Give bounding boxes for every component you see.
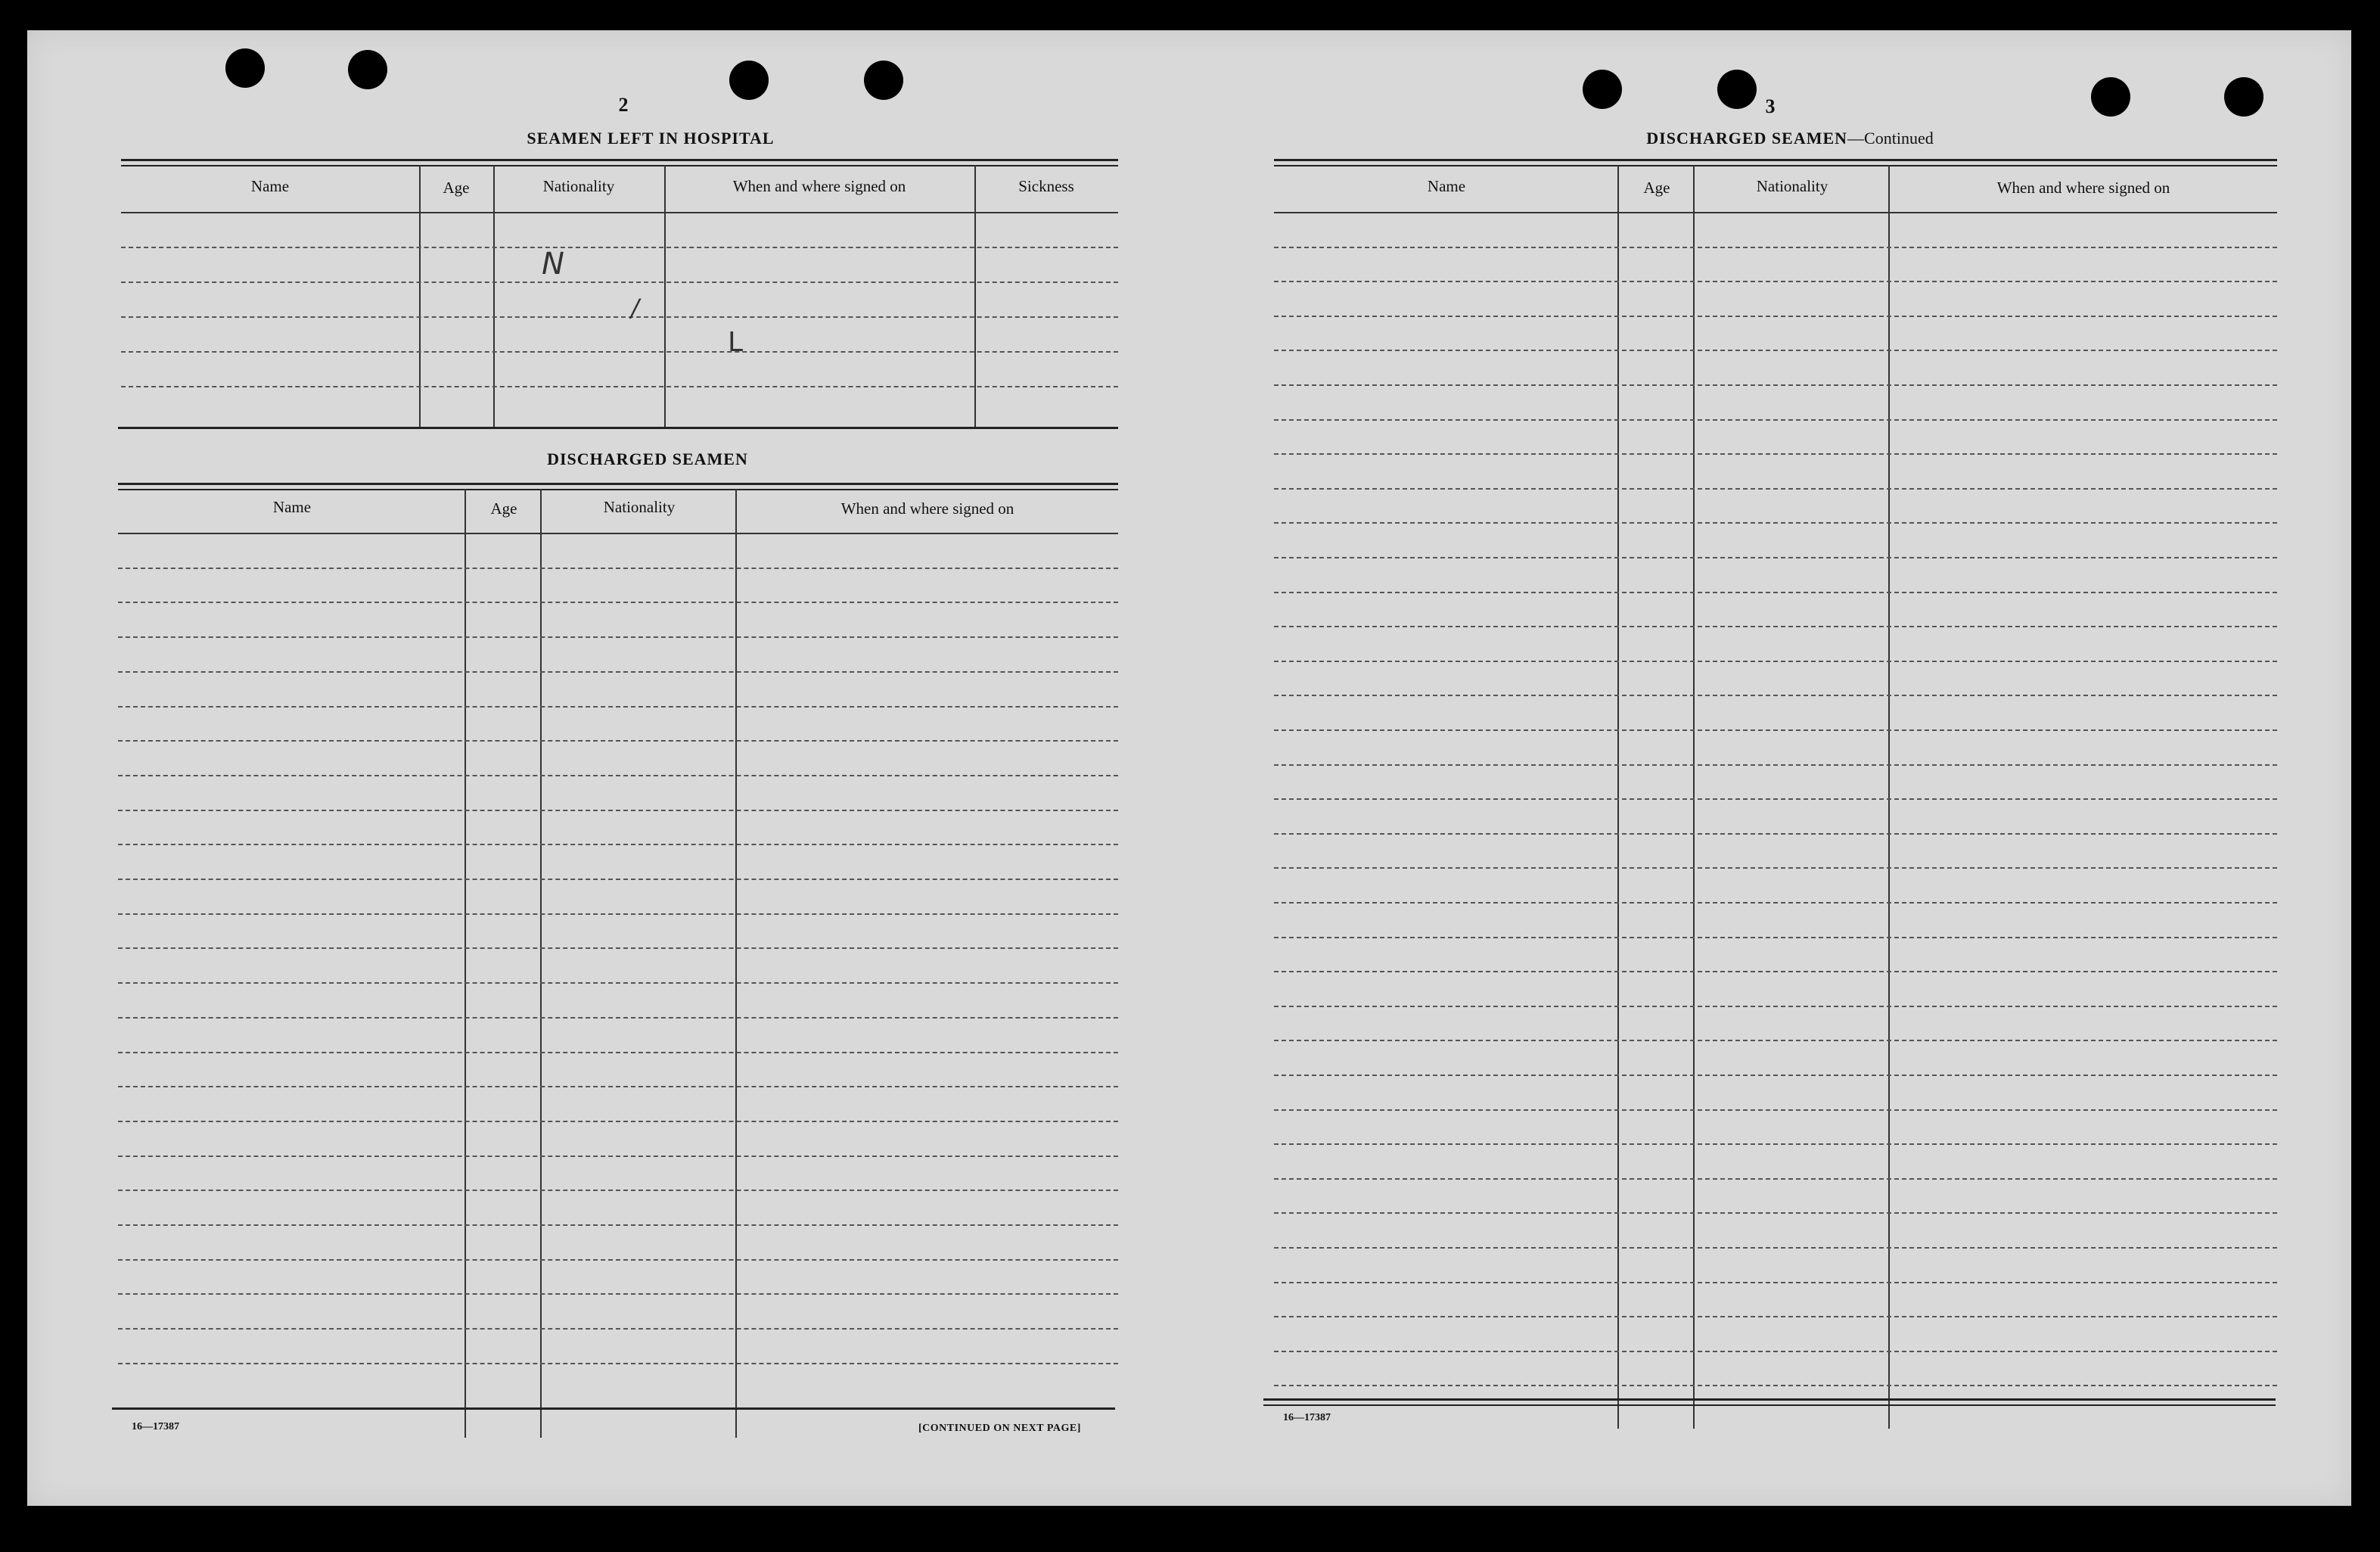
- discharged-col-nationality: Nationality: [603, 498, 676, 516]
- punch-hole: [729, 61, 769, 100]
- table-row-line: [118, 568, 1118, 569]
- discharged-col-age: Age: [490, 499, 517, 518]
- table-row-line: [1274, 281, 2277, 282]
- table-row-line: [118, 1121, 1118, 1122]
- table-row-line: [1274, 384, 2277, 386]
- table-row-line: [118, 1155, 1118, 1157]
- table-row-line: [118, 1328, 1118, 1330]
- hospital-col-nationality: Nationality: [542, 177, 615, 195]
- table-row-line: [118, 602, 1118, 603]
- table-row-line: [1274, 453, 2277, 455]
- table-row-line: [1274, 1143, 2277, 1145]
- hospital-col-divider: [493, 165, 495, 427]
- hospital-col-age: Age: [443, 179, 470, 197]
- table-row-line: [121, 351, 1118, 353]
- page-number-right: 3: [1765, 95, 1776, 117]
- table-row-line: [1274, 764, 2277, 766]
- continued-note: [CONTINUED ON NEXT PAGE]: [918, 1423, 1081, 1434]
- table-row-line: [1274, 661, 2277, 662]
- discharged-col-signed-on: When and where signed on: [840, 499, 1014, 518]
- discharged-col-divider: [540, 489, 542, 1438]
- form-code-left: 16—17387: [132, 1421, 179, 1432]
- table-row-line: [1274, 798, 2277, 800]
- hospital-section-title: SEAMEN LEFT IN HOSPITAL: [527, 129, 775, 148]
- hand-mark: N: [542, 247, 564, 281]
- continued-col-signed-on: When and where signed on: [1996, 179, 2170, 197]
- punch-hole: [2224, 77, 2263, 117]
- table-row-line: [118, 913, 1118, 915]
- hospital-col-divider: [664, 165, 666, 427]
- table-row-line: [1274, 1075, 2277, 1076]
- table-row-line: [1274, 557, 2277, 558]
- table-row-line: [118, 1293, 1118, 1295]
- form-code-right: 16—17387: [1283, 1412, 1331, 1423]
- table-row-line: [1274, 1109, 2277, 1111]
- table-row-line: [1274, 902, 2277, 904]
- table-row-line: [121, 212, 1118, 213]
- table-row-line: [118, 1052, 1118, 1053]
- table-row-line: [1274, 1040, 2277, 1041]
- punch-hole: [225, 48, 265, 88]
- table-row-line: [1274, 1282, 2277, 1283]
- table-row-line: [1274, 833, 2277, 835]
- continued-col-divider: [1617, 165, 1619, 1429]
- hospital-col-name: Name: [250, 177, 290, 195]
- page-number-left: 2: [618, 94, 629, 116]
- table-row-line: [1274, 1006, 2277, 1007]
- table-row-line: [121, 281, 1118, 283]
- table-row-line: [118, 810, 1118, 811]
- table-row-line: [118, 706, 1118, 708]
- table-row-line: [1274, 867, 2277, 869]
- punch-hole: [864, 61, 903, 100]
- table-row-line: [118, 775, 1118, 776]
- continued-col-divider: [1888, 165, 1890, 1429]
- table-row-line: [1274, 1178, 2277, 1180]
- hospital-col-sickness: Sickness: [1018, 177, 1074, 195]
- table-row-line: [1274, 488, 2277, 490]
- hand-mark: /: [631, 294, 639, 322]
- table-row-line: [118, 1017, 1118, 1019]
- table-row-line: [1274, 1316, 2277, 1317]
- table-row-line: [1274, 350, 2277, 351]
- hospital-col-divider: [419, 165, 421, 427]
- table-row-line: [118, 636, 1118, 638]
- hospital-col-divider: [974, 165, 976, 427]
- table-row-line: [118, 947, 1118, 949]
- continued-col-name: Name: [1427, 177, 1466, 195]
- discharged-header-rule: [118, 483, 1118, 485]
- continued-col-divider: [1693, 165, 1695, 1429]
- discharged-col-divider: [465, 489, 466, 1438]
- hand-mark: L: [728, 327, 744, 358]
- punch-hole: [2091, 77, 2130, 117]
- table-row-line: [121, 386, 1118, 387]
- table-row-line: [1274, 592, 2277, 593]
- table-row-line: [1274, 1247, 2277, 1249]
- table-row-line: [1274, 1351, 2277, 1352]
- table-row-line: [1274, 937, 2277, 938]
- discharged-continued-title: [1555, 129, 2024, 148]
- continued-bottom-rule: [1263, 1398, 2276, 1401]
- table-row-line: [121, 247, 1118, 248]
- table-row-line: [1274, 626, 2277, 627]
- hospital-bottom-rule: [118, 427, 1118, 429]
- form-sheet: [27, 30, 2351, 1506]
- table-row-line: [118, 982, 1118, 984]
- punch-hole: [1583, 70, 1622, 109]
- table-row-line: [118, 844, 1118, 845]
- table-row-line: [118, 1086, 1118, 1087]
- table-row-line: [118, 740, 1118, 742]
- discharged-section-title: DISCHARGED SEAMEN: [547, 449, 748, 468]
- table-row-line: [118, 1224, 1118, 1226]
- discharged-continued-title-suffix: —Continued: [1847, 129, 1934, 148]
- table-row-line: [1274, 1212, 2277, 1214]
- discharged-bottom-rule: [112, 1407, 1115, 1410]
- table-row-line: [1274, 316, 2277, 317]
- continued-col-age: Age: [1643, 179, 1670, 197]
- table-row-line: [118, 879, 1118, 880]
- table-row-line: [1274, 729, 2277, 731]
- table-row-line: [121, 316, 1118, 318]
- table-row-line: [118, 1190, 1118, 1191]
- discharged-col-name: Name: [272, 498, 312, 516]
- table-row-line: [118, 1259, 1118, 1261]
- table-row-line: [1274, 247, 2277, 248]
- hospital-col-signed-on: When and where signed on: [732, 177, 906, 195]
- table-row-line: [1274, 971, 2277, 972]
- table-row-line: [1274, 419, 2277, 421]
- continued-header-rule: [1274, 159, 2277, 161]
- continued-col-nationality: Nationality: [1756, 177, 1828, 195]
- table-row-line: [1274, 695, 2277, 696]
- table-row-line: [1274, 1385, 2277, 1386]
- table-row-line: [118, 533, 1118, 534]
- discharged-continued-title-main: DISCHARGED SEAMEN: [1646, 129, 1848, 148]
- table-row-line: [1274, 522, 2277, 524]
- table-row-line: [118, 671, 1118, 673]
- discharged-col-divider: [735, 489, 737, 1438]
- table-row-line: [118, 1363, 1118, 1364]
- hospital-header-rule: [121, 159, 1118, 161]
- punch-hole: [348, 50, 387, 89]
- table-row-line: [1274, 212, 2277, 213]
